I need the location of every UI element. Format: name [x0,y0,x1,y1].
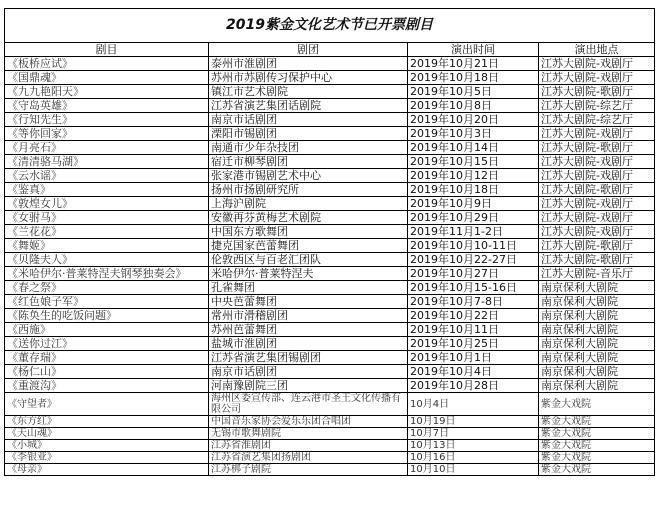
cell-time: 10月10日 [408,464,539,476]
table-row [5,428,655,440]
header-time: 演出时间 [408,43,539,57]
cell-time: 2019年10月20日 [408,113,539,127]
cell-time: 2019年10月5日 [408,85,539,99]
cell-venue: 南京保利大剧院 [539,323,655,337]
cell-play: 《鉴真》 [5,183,209,197]
cell-troupe: 上海沪剧院 [209,197,408,211]
cell-troupe: 江苏省演艺集团话剧院 [209,99,408,113]
cell-troupe: 孔雀舞团 [209,281,408,295]
cell-play: 《板桥应试》 [5,57,209,71]
cell-time: 2019年10月18日 [408,71,539,85]
cell-troupe: 常州市滑稽剧团 [209,309,408,323]
cell-time: 2019年10月27日 [408,267,539,281]
header-venue: 演出地点 [539,43,655,57]
cell-troupe: 宿迁市柳琴剧团 [209,155,408,169]
cell-venue: 南京保利大剧院 [539,295,655,309]
cell-venue: 紫金大戏院 [539,440,655,452]
cell-time: 10月7日 [408,428,539,440]
cell-troupe: 海州区委宣传部、连云港市圣王文化传播有限公司 [209,393,408,416]
cell-play: 《国鼎魂》 [5,71,209,85]
cell-venue: 江苏大剧院-歌剧厅 [539,253,655,267]
cell-time: 2019年10月29日 [408,211,539,225]
cell-time: 10月13日 [408,440,539,452]
cell-time: 2019年10月22-27日 [408,253,539,267]
cell-time: 2019年10月12日 [408,169,539,183]
cell-time: 10月19日 [408,416,539,428]
table-row [5,197,655,211]
cell-troupe: 江苏省演艺集团锡剧团 [209,351,408,365]
cell-time: 2019年10月3日 [408,127,539,141]
cell-venue: 南京保利大剧院 [539,281,655,295]
table-row [5,323,655,337]
cell-time: 2019年11月1-2日 [408,225,539,239]
cell-troupe: 溧阳市锡剧团 [209,127,408,141]
cell-venue: 南京保利大剧院 [539,379,655,393]
cell-play: 《守望者》 [5,393,209,416]
cell-troupe: 无锡市歌舞剧院 [209,428,408,440]
cell-venue: 江苏大剧院-歌剧厅 [539,239,655,253]
cell-troupe: 江苏省淮剧团 [209,440,408,452]
header-row [5,43,655,57]
cell-venue: 江苏大剧院-戏剧厅 [539,57,655,71]
schedule-table [4,8,655,476]
table-row [5,379,655,393]
cell-venue: 南京保利大剧院 [539,309,655,323]
table-row [5,295,655,309]
cell-play: 《董存瑞》 [5,351,209,365]
table-row [5,71,655,85]
cell-time: 2019年10月14日 [408,141,539,155]
cell-play: 《云水谣》 [5,169,209,183]
cell-venue: 南京保利大剧院 [539,351,655,365]
cell-troupe: 苏州市苏剧传习保护中心 [209,71,408,85]
cell-time: 2019年10月1日 [408,351,539,365]
table-row [5,464,655,476]
cell-troupe: 苏州芭蕾舞团 [209,323,408,337]
cell-play: 《九九艳阳天》 [5,85,209,99]
table-row [5,351,655,365]
table-row [5,169,655,183]
cell-time: 2019年10月7-8日 [408,295,539,309]
cell-play: 《舞姬》 [5,239,209,253]
table-row [5,85,655,99]
table-row [5,225,655,239]
cell-play: 《米哈伊尔·普莱特涅夫钢琴独奏会》 [5,267,209,281]
cell-time: 2019年10月18日 [408,183,539,197]
cell-venue: 江苏大剧院-戏剧厅 [539,211,655,225]
table-row [5,127,655,141]
cell-time: 2019年10月22日 [408,309,539,323]
cell-play: 《等你回家》 [5,127,209,141]
cell-troupe: 中国东方歌舞团 [209,225,408,239]
table-row [5,440,655,452]
cell-play: 《西施》 [5,323,209,337]
cell-venue: 紫金大戏院 [539,464,655,476]
cell-troupe: 镇江市艺术剧院 [209,85,408,99]
cell-play: 《东方红》 [5,416,209,428]
cell-venue: 紫金大戏院 [539,452,655,464]
cell-play: 《春之祭》 [5,281,209,295]
cell-troupe: 江苏省演艺集团扬剧团 [209,452,408,464]
cell-troupe: 江苏梆子剧院 [209,464,408,476]
cell-troupe: 南京市话剧团 [209,113,408,127]
cell-venue: 江苏大剧院-戏剧厅 [539,197,655,211]
cell-venue: 江苏大剧院-戏剧厅 [539,71,655,85]
cell-troupe: 盐城市淮剧团 [209,337,408,351]
cell-play: 《小城》 [5,440,209,452]
cell-troupe: 南通市少年杂技团 [209,141,408,155]
cell-time: 2019年10月28日 [408,379,539,393]
table-row [5,416,655,428]
table-row [5,452,655,464]
cell-play: 《送你过江》 [5,337,209,351]
cell-troupe: 南京市话剧团 [209,365,408,379]
cell-troupe: 泰州市淮剧团 [209,57,408,71]
cell-play: 《李银亚》 [5,452,209,464]
cell-play: 《兰花花》 [5,225,209,239]
cell-venue: 江苏大剧院-戏剧厅 [539,127,655,141]
cell-time: 2019年10月21日 [408,57,539,71]
table-row [5,253,655,267]
cell-venue: 江苏大剧院-综艺厅 [539,113,655,127]
table-row [5,155,655,169]
cell-play: 《天山魂》 [5,428,209,440]
cell-time: 2019年10月4日 [408,365,539,379]
table-row [5,141,655,155]
table-row [5,211,655,225]
table-row [5,239,655,253]
cell-venue: 江苏大剧院-音乐厅 [539,267,655,281]
cell-troupe: 扬州市扬剧研究所 [209,183,408,197]
cell-play: 《敦煌女儿》 [5,197,209,211]
cell-time: 2019年10月10-11日 [408,239,539,253]
cell-troupe: 捷克国家芭蕾舞团 [209,239,408,253]
cell-venue: 紫金大戏院 [539,393,655,416]
table-row [5,113,655,127]
cell-play: 《行知先生》 [5,113,209,127]
cell-time: 10月4日 [408,393,539,416]
cell-time: 2019年10月8日 [408,99,539,113]
cell-venue: 紫金大戏院 [539,428,655,440]
cell-troupe: 河南豫剧院三团 [209,379,408,393]
cell-play: 《母亲》 [5,464,209,476]
table-row [5,57,655,71]
cell-play: 《贝隆夫人》 [5,253,209,267]
table-row [5,267,655,281]
cell-play: 《女驸马》 [5,211,209,225]
cell-venue: 江苏大剧院-歌剧厅 [539,141,655,155]
table-row [5,337,655,351]
cell-troupe: 米哈伊尔·普莱特涅夫 [209,267,408,281]
cell-time: 2019年10月11日 [408,323,539,337]
table-row [5,183,655,197]
table-row [5,365,655,379]
cell-time: 2019年10月9日 [408,197,539,211]
cell-venue: 江苏大剧院-歌剧厅 [539,183,655,197]
cell-troupe: 中国音乐家协会爱乐乐团合唱团 [209,416,408,428]
cell-play: 《杨仁山》 [5,365,209,379]
table-row [5,393,655,416]
cell-time: 10月16日 [408,452,539,464]
cell-play: 《月亮石》 [5,141,209,155]
cell-play: 《红色娘子军》 [5,295,209,309]
header-troupe: 剧团 [209,43,408,57]
cell-venue: 南京保利大剧院 [539,337,655,351]
table-row [5,99,655,113]
cell-venue: 江苏大剧院-歌剧厅 [539,85,655,99]
cell-venue: 江苏大剧院-戏剧厅 [539,169,655,183]
table-row [5,309,655,323]
cell-time: 2019年10月25日 [408,337,539,351]
cell-venue: 南京保利大剧院 [539,365,655,379]
cell-troupe: 中央芭蕾舞团 [209,295,408,309]
header-play: 剧目 [5,43,209,57]
table-title: 2019紫金文化艺术节已开票剧目 [5,9,655,43]
cell-troupe: 张家港市锡剧艺术中心 [209,169,408,183]
cell-play: 《守岛英雄》 [5,99,209,113]
cell-play: 《清清骆马湖》 [5,155,209,169]
cell-play: 《陈奂生的吃饭问题》 [5,309,209,323]
cell-venue: 紫金大戏院 [539,416,655,428]
cell-play: 《重渡沟》 [5,379,209,393]
cell-venue: 江苏大剧院-戏剧厅 [539,155,655,169]
cell-troupe: 伦敦西区与百老汇团队 [209,253,408,267]
table-row [5,281,655,295]
cell-troupe: 安徽再芬黄梅艺术剧院 [209,211,408,225]
cell-time: 2019年10月15日 [408,155,539,169]
cell-venue: 江苏大剧院-综艺厅 [539,99,655,113]
cell-time: 2019年10月15-16日 [408,281,539,295]
cell-venue: 江苏大剧院-戏剧厅 [539,225,655,239]
